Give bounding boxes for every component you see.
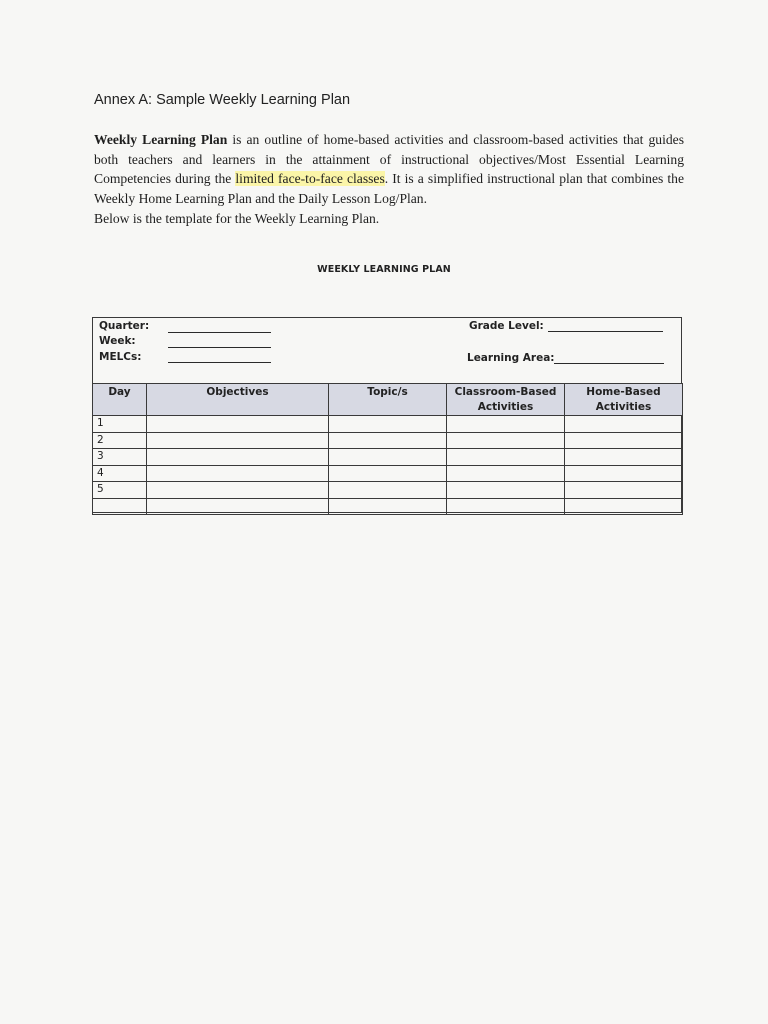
annex-title: Annex A: Sample Weekly Learning Plan (94, 92, 351, 108)
column-header-topics: Topic/s (329, 384, 447, 416)
template-note: Below is the template for the Weekly Learning Plan. (94, 211, 380, 226)
classroom-cell[interactable] (447, 498, 565, 515)
home-cell[interactable] (565, 432, 683, 449)
objectives-cell[interactable] (147, 416, 329, 433)
day-cell: 2 (93, 432, 147, 449)
classroom-cell[interactable] (447, 482, 565, 499)
melcs-blank[interactable] (168, 362, 271, 363)
learning-area-label: Learning Area: (467, 352, 555, 364)
day-cell: 1 (93, 416, 147, 433)
quarter-label: Quarter: (99, 320, 150, 332)
plan-heading: WEEKLY LEARNING PLAN (317, 264, 451, 275)
home-cell[interactable] (565, 482, 683, 499)
table-row (93, 416, 683, 433)
home-cell[interactable] (565, 465, 683, 482)
classroom-cell[interactable] (447, 465, 565, 482)
intro-text-1: is an outline of home-based activities and classroom-based activities that guides both teachers and learners in the attainment of instructional objectives/Most Essential Learning Competencies during the (94, 132, 685, 186)
home-cell[interactable] (565, 416, 683, 433)
quarter-blank[interactable] (168, 332, 271, 333)
grade-level-blank[interactable] (548, 331, 663, 332)
objectives-cell[interactable] (147, 449, 329, 466)
topics-cell[interactable] (329, 498, 447, 515)
classroom-cell[interactable] (447, 416, 565, 433)
home-cell[interactable] (565, 498, 683, 515)
day-cell (93, 498, 147, 515)
topics-cell[interactable] (329, 416, 447, 433)
topics-cell[interactable] (329, 465, 447, 482)
topics-cell[interactable] (329, 432, 447, 449)
table-row (93, 498, 683, 515)
intro-lead: Weekly Learning Plan (94, 132, 228, 147)
intro-text-2: . It is a simplified instructional plan that combines the Weekly Home Learning Plan and the Daily Lesson Log/Plan. (94, 171, 684, 206)
melcs-label: MELCs: (99, 351, 142, 363)
day-cell: 5 (93, 482, 147, 499)
table-row (93, 482, 683, 499)
grade-level-label: Grade Level: (469, 320, 544, 332)
learning-area-blank[interactable] (554, 363, 664, 364)
intro-highlight: limited face-to-face classes (235, 171, 385, 186)
classroom-cell[interactable] (447, 432, 565, 449)
topics-cell[interactable] (329, 449, 447, 466)
plan-table (92, 383, 683, 515)
table-header-row (93, 384, 683, 416)
objectives-cell[interactable] (147, 432, 329, 449)
day-cell: 4 (93, 465, 147, 482)
day-cell: 3 (93, 449, 147, 466)
week-label: Week: (99, 335, 136, 347)
objectives-cell[interactable] (147, 482, 329, 499)
column-header-objectives: Objectives (147, 384, 329, 416)
table-row (93, 432, 683, 449)
weekly-learning-plan-form (92, 317, 682, 513)
home-cell[interactable] (565, 449, 683, 466)
intro-paragraph (94, 130, 684, 208)
topics-cell[interactable] (329, 482, 447, 499)
column-header-home-based: Home-Based Activities (565, 384, 683, 416)
column-header-classroom-based: Classroom-Based Activities (447, 384, 565, 416)
table-row (93, 465, 683, 482)
objectives-cell[interactable] (147, 498, 329, 515)
objectives-cell[interactable] (147, 465, 329, 482)
table-row (93, 449, 683, 466)
classroom-cell[interactable] (447, 449, 565, 466)
column-header-day: Day (93, 384, 147, 416)
week-blank[interactable] (168, 347, 271, 348)
